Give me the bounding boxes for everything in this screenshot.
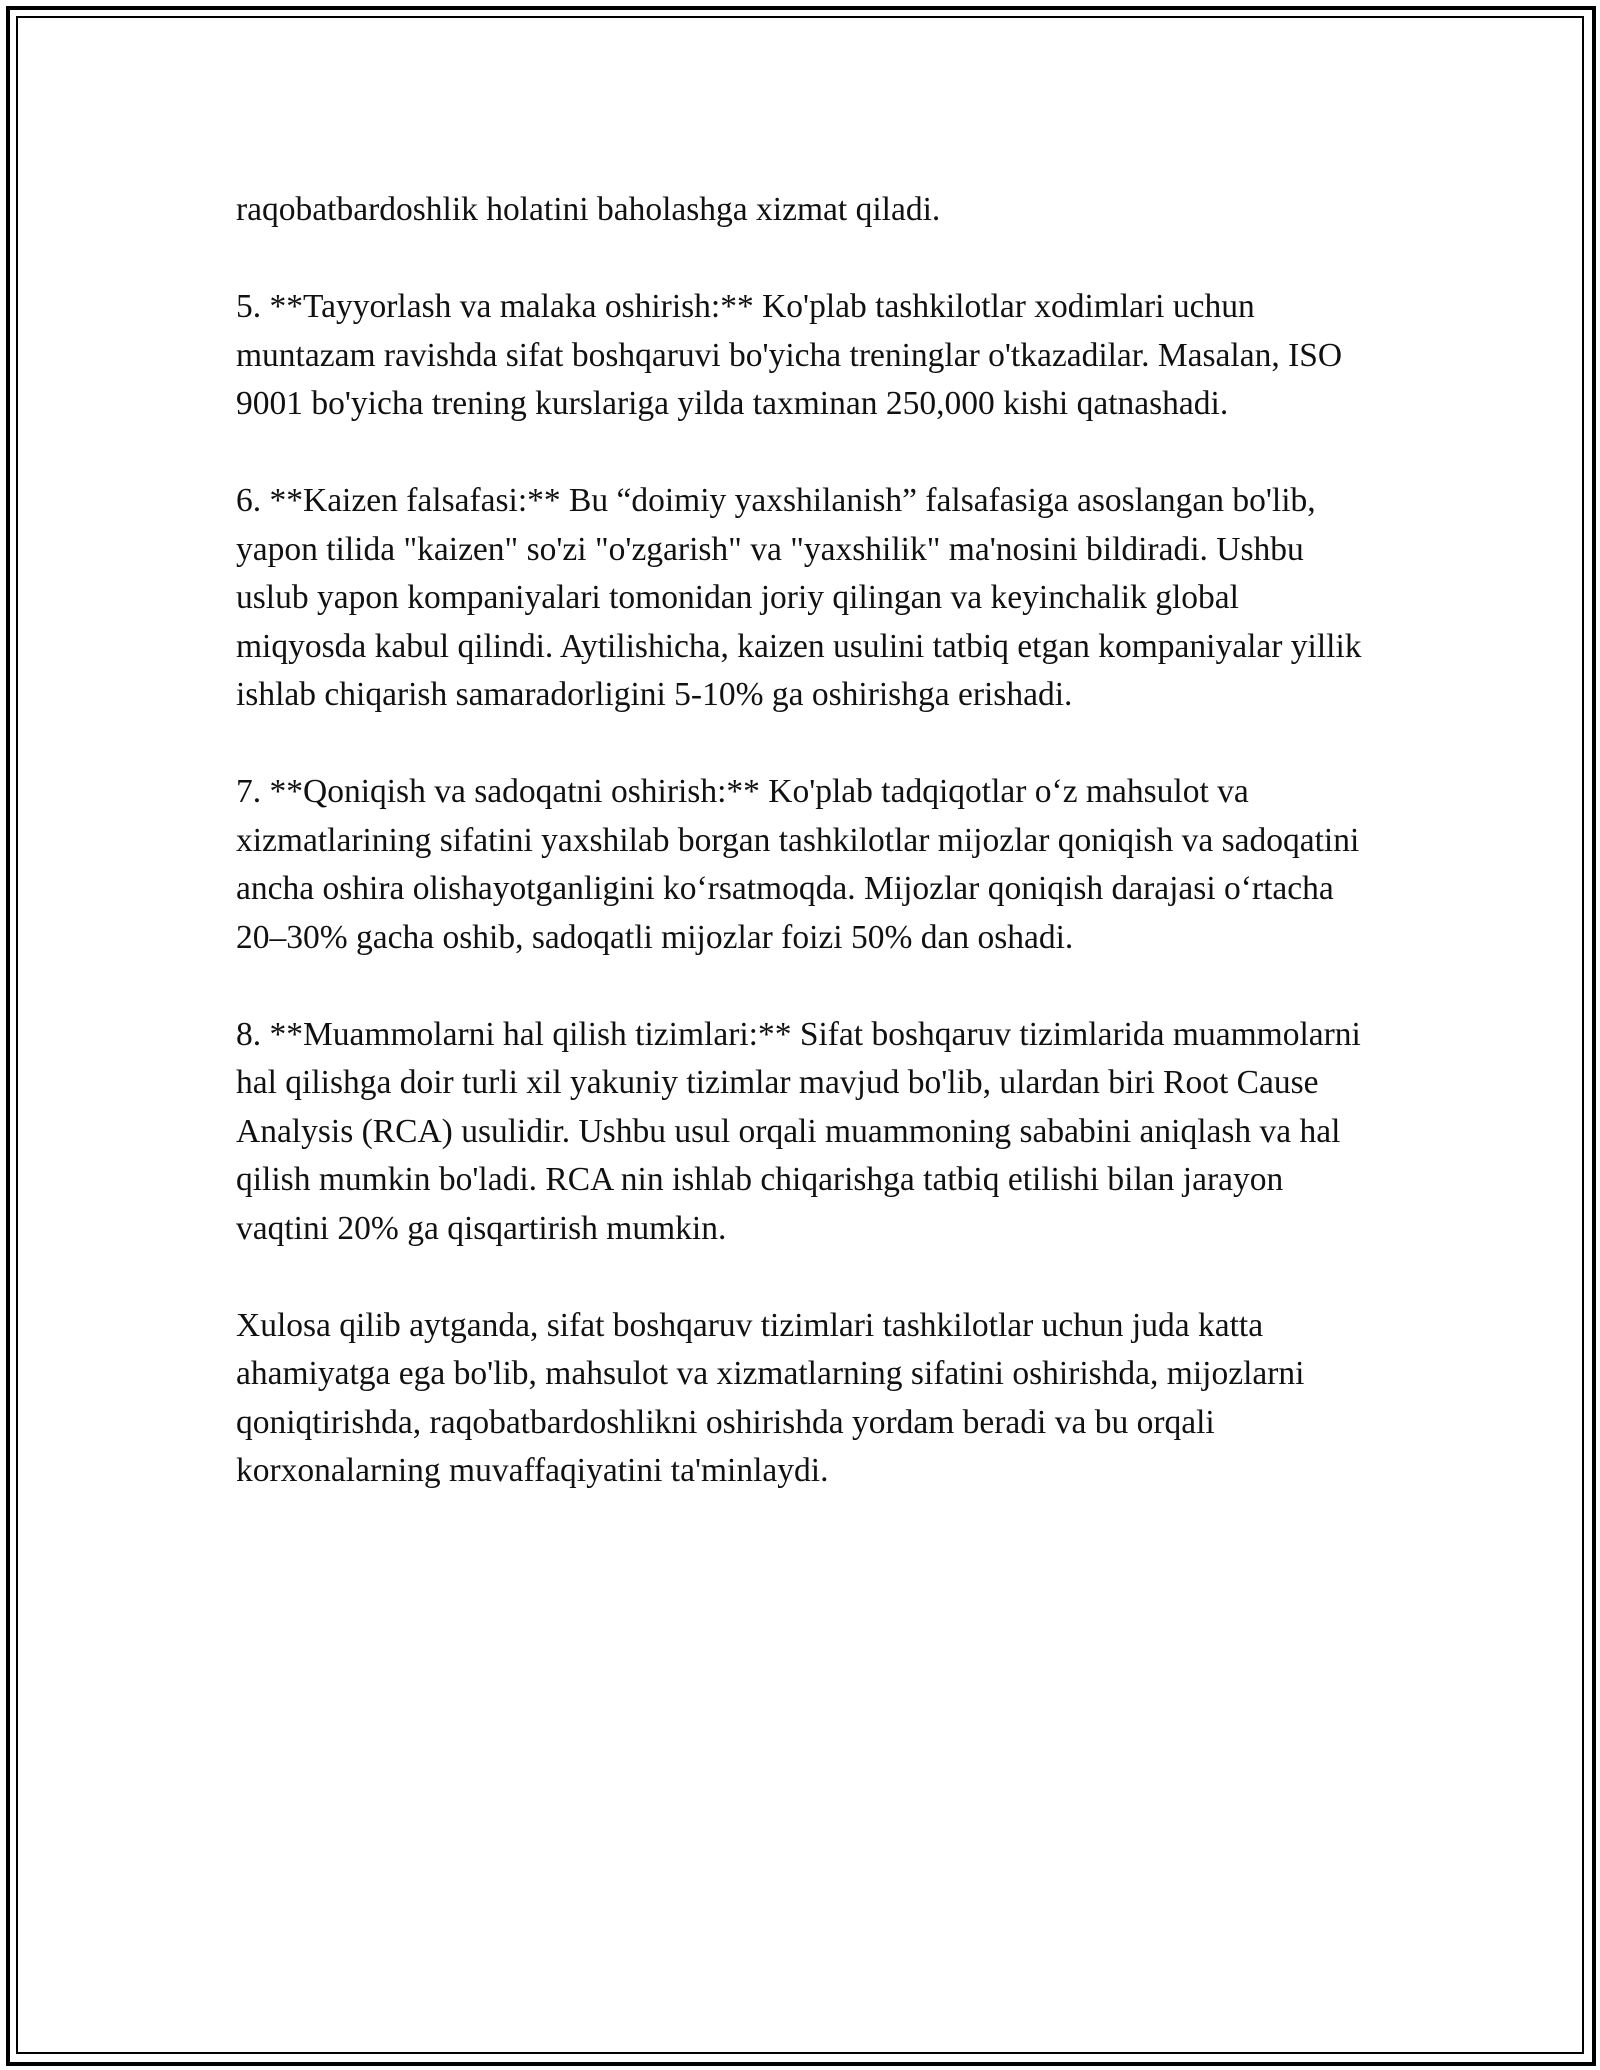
paragraph-item-8: 8. **Muammolarni hal qilish tizimlari:** Sifat boshqaruv tizimlarida muammolarni hal qilishga doir turli xil yakuniy tizimlar mavjud bo'lib, ulardan biri Root Cause Analysis (RCA) usulidir. Ushbu usul orqali muammoning sababini aniqlash va hal qilish mumkin bo'ladi. RCA nin ishlab chiqarishga tatbiq etilishi bilan jarayon vaqtini 20% ga qisqartirish mumkin. (236, 1015, 1361, 1247)
paragraph-item-7: 7. **Qoniqish va sadoqatni oshirish:** Ko'plab tadqiqotlar oʻz mahsulot va xizmatlarining sifatini yaxshilab borgan tashkilotlar mijozlar qoniqish va sadoqatini ancha oshira olishayotganligini koʻrsatmoqda. Mijozlar qoniqish darajasi oʻrtacha 20–30% gacha oshib, sadoqatli mijozlar foizi 50% dan oshadi. (236, 773, 1360, 956)
paragraph-continuation: raqobatbardoshlik holatini baholashga xizmat qiladi. (236, 191, 941, 228)
paragraph-item-5: 5. **Tayyorlash va malaka oshirish:** Ko'plab tashkilotlar xodimlari uchun muntazam ravishda sifat boshqaruvi bo'yicha treninglar o'tkazadilar. Masalan, ISO 9001 bo'yicha trening kurslariga yilda taxminan 250,000 kishi qatnashadi. (236, 288, 1343, 422)
paragraph-item-6: 6. **Kaizen falsafasi:** Bu “doimiy yaxshilanish” falsafasiga asoslangan bo'lib, yapon tilida "kaizen" so'zi "o'zgarish" va "yaxshilik" ma'nosini bildiradi. Ushbu uslub yapon kompaniyalari tomonidan joriy qilingan va keyinchalik global miqyosda kabul qilindi. Aytilishicha, kaizen usulini tatbiq etgan kompaniyalar yillik ishlab chiqarish samaradorligini 5-10% ga oshirishga erishadi. (236, 482, 1362, 713)
paragraph-conclusion: Xulosa qilib aytganda, sifat boshqaruv tizimlari tashkilotlar uchun juda katta ahamiyatga ega bo'lib, mahsulot va xizmatlarning sifatini oshirishda, mijozlarni qoniqtirishda, raqobatbardoshlikni oshirishda yordam beradi va bu orqali korxonalarning muvaffaqiyatini ta'minlaydi. (236, 1306, 1305, 1489)
document-body (236, 186, 1366, 1544)
